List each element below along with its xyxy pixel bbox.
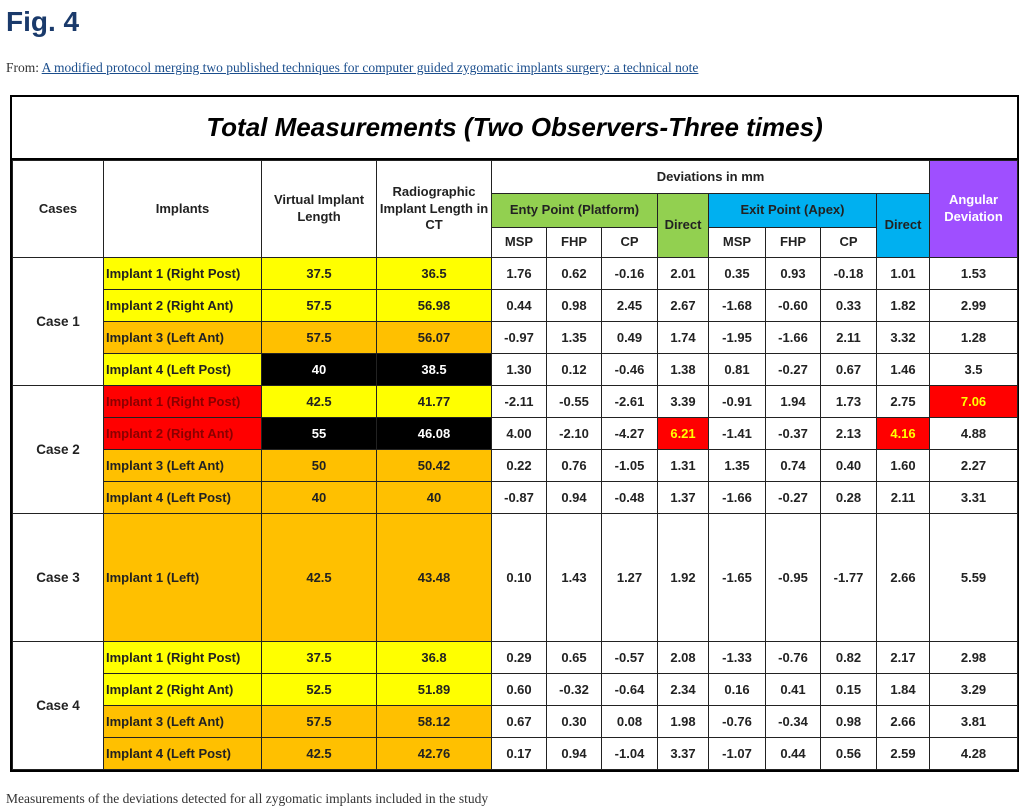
value-cell-x-direct: 2.59 xyxy=(877,738,930,770)
implant-name-cell: Implant 3 (Left Ant) xyxy=(104,706,262,738)
radiographic-length-cell: 43.48 xyxy=(377,514,492,642)
value-cell-angular: 7.06 xyxy=(930,386,1018,418)
value-cell-x-msp: 0.81 xyxy=(709,354,766,386)
radiographic-length-cell: 36.8 xyxy=(377,642,492,674)
value-cell-x-direct: 1.01 xyxy=(877,258,930,290)
value-cell-e-cp: -0.16 xyxy=(602,258,658,290)
value-cell-x-fhp: -0.37 xyxy=(766,418,821,450)
value-cell-e-fhp: -2.10 xyxy=(547,418,602,450)
implant-name-cell: Implant 4 (Left Post) xyxy=(104,482,262,514)
value-cell-x-direct: 3.32 xyxy=(877,322,930,354)
radiographic-length-cell: 51.89 xyxy=(377,674,492,706)
value-cell-e-direct: 2.08 xyxy=(658,642,709,674)
value-cell-e-fhp: -0.32 xyxy=(547,674,602,706)
virtual-length-cell: 52.5 xyxy=(262,674,377,706)
case-label: Case 1 xyxy=(13,258,104,386)
value-cell-x-fhp: -0.76 xyxy=(766,642,821,674)
value-cell-e-msp: -2.11 xyxy=(492,386,547,418)
value-cell-x-direct: 1.60 xyxy=(877,450,930,482)
value-cell-x-fhp: 0.41 xyxy=(766,674,821,706)
value-cell-x-fhp: -1.66 xyxy=(766,322,821,354)
value-cell-x-cp: -1.77 xyxy=(821,514,877,642)
header-radiographic-length: Radiographic Implant Length in CT xyxy=(377,161,492,258)
value-cell-x-fhp: 0.93 xyxy=(766,258,821,290)
value-cell-x-msp: -0.91 xyxy=(709,386,766,418)
value-cell-e-direct: 2.34 xyxy=(658,674,709,706)
table-row xyxy=(13,482,1018,514)
value-cell-angular: 3.31 xyxy=(930,482,1018,514)
header-entry-cp: CP xyxy=(602,228,658,258)
value-cell-x-msp: -1.65 xyxy=(709,514,766,642)
header-angular-deviation: Angular Deviation xyxy=(930,161,1018,258)
value-cell-e-cp: -0.64 xyxy=(602,674,658,706)
value-cell-e-msp: 4.00 xyxy=(492,418,547,450)
value-cell-e-cp: -0.48 xyxy=(602,482,658,514)
value-cell-x-cp: 0.56 xyxy=(821,738,877,770)
value-cell-e-direct: 6.21 xyxy=(658,418,709,450)
value-cell-x-direct: 4.16 xyxy=(877,418,930,450)
value-cell-e-cp: -0.57 xyxy=(602,642,658,674)
radiographic-length-cell: 40 xyxy=(377,482,492,514)
value-cell-e-fhp: 1.43 xyxy=(547,514,602,642)
value-cell-e-fhp: 0.30 xyxy=(547,706,602,738)
header-implants: Implants xyxy=(104,161,262,258)
value-cell-x-msp: -1.66 xyxy=(709,482,766,514)
value-cell-x-fhp: 1.94 xyxy=(766,386,821,418)
header-exit-point: Exit Point (Apex) xyxy=(709,194,877,228)
virtual-length-cell: 42.5 xyxy=(262,386,377,418)
value-cell-e-cp: 2.45 xyxy=(602,290,658,322)
table-row xyxy=(13,450,1018,482)
figure-title: Fig. 4 xyxy=(6,6,80,37)
source-line xyxy=(6,60,698,76)
value-cell-x-cp: 2.13 xyxy=(821,418,877,450)
value-cell-e-direct: 2.01 xyxy=(658,258,709,290)
value-cell-x-cp: 0.67 xyxy=(821,354,877,386)
radiographic-length-cell: 36.5 xyxy=(377,258,492,290)
value-cell-e-direct: 2.67 xyxy=(658,290,709,322)
value-cell-x-cp: 1.73 xyxy=(821,386,877,418)
implant-name-cell: Implant 3 (Left Ant) xyxy=(104,322,262,354)
value-cell-x-msp: -1.68 xyxy=(709,290,766,322)
case-label: Case 2 xyxy=(13,386,104,514)
implant-name-cell: Implant 4 (Left Post) xyxy=(104,354,262,386)
table-row xyxy=(13,258,1018,290)
value-cell-e-cp: -0.46 xyxy=(602,354,658,386)
value-cell-x-msp: -1.07 xyxy=(709,738,766,770)
case-label: Case 4 xyxy=(13,642,104,770)
table-row xyxy=(13,642,1018,674)
value-cell-e-fhp: 0.94 xyxy=(547,738,602,770)
measurements-table-image xyxy=(10,95,1019,772)
value-cell-x-direct: 2.66 xyxy=(877,706,930,738)
virtual-length-cell: 40 xyxy=(262,482,377,514)
value-cell-e-fhp: 0.94 xyxy=(547,482,602,514)
value-cell-angular: 3.81 xyxy=(930,706,1018,738)
implant-name-cell: Implant 1 (Left) xyxy=(104,514,262,642)
table-row xyxy=(13,322,1018,354)
value-cell-e-msp: 0.60 xyxy=(492,674,547,706)
value-cell-e-msp: 0.44 xyxy=(492,290,547,322)
value-cell-angular: 4.28 xyxy=(930,738,1018,770)
value-cell-x-fhp: -0.27 xyxy=(766,482,821,514)
value-cell-e-cp: 0.08 xyxy=(602,706,658,738)
table-row xyxy=(13,386,1018,418)
value-cell-x-fhp: -0.27 xyxy=(766,354,821,386)
radiographic-length-cell: 42.76 xyxy=(377,738,492,770)
radiographic-length-cell: 50.42 xyxy=(377,450,492,482)
implant-name-cell: Implant 1 (Right Post) xyxy=(104,642,262,674)
virtual-length-cell: 50 xyxy=(262,450,377,482)
value-cell-e-cp: -4.27 xyxy=(602,418,658,450)
value-cell-e-msp: -0.87 xyxy=(492,482,547,514)
value-cell-angular: 5.59 xyxy=(930,514,1018,642)
value-cell-x-cp: 0.82 xyxy=(821,642,877,674)
virtual-length-cell: 55 xyxy=(262,418,377,450)
value-cell-x-fhp: -0.34 xyxy=(766,706,821,738)
virtual-length-cell: 57.5 xyxy=(262,322,377,354)
table-row xyxy=(13,514,1018,642)
value-cell-e-direct: 1.74 xyxy=(658,322,709,354)
value-cell-x-cp: 0.28 xyxy=(821,482,877,514)
value-cell-e-fhp: 0.65 xyxy=(547,642,602,674)
radiographic-length-cell: 38.5 xyxy=(377,354,492,386)
value-cell-e-direct: 1.92 xyxy=(658,514,709,642)
case-label: Case 3 xyxy=(13,514,104,642)
value-cell-x-direct: 1.82 xyxy=(877,290,930,322)
radiographic-length-cell: 41.77 xyxy=(377,386,492,418)
implant-name-cell: Implant 3 (Left Ant) xyxy=(104,450,262,482)
implant-name-cell: Implant 2 (Right Ant) xyxy=(104,290,262,322)
from-prefix: From: xyxy=(6,60,40,75)
header-exit-direct: Direct xyxy=(877,194,930,258)
virtual-length-cell: 37.5 xyxy=(262,642,377,674)
header-entry-direct: Direct xyxy=(658,194,709,258)
table-row xyxy=(13,738,1018,770)
implant-name-cell: Implant 1 (Right Post) xyxy=(104,386,262,418)
value-cell-e-msp: 1.30 xyxy=(492,354,547,386)
value-cell-angular: 3.5 xyxy=(930,354,1018,386)
header-entry-msp: MSP xyxy=(492,228,547,258)
value-cell-x-direct: 2.75 xyxy=(877,386,930,418)
value-cell-x-fhp: -0.95 xyxy=(766,514,821,642)
value-cell-e-msp: 0.22 xyxy=(492,450,547,482)
value-cell-e-msp: 0.67 xyxy=(492,706,547,738)
value-cell-x-direct: 2.17 xyxy=(877,642,930,674)
header-exit-fhp: FHP xyxy=(766,228,821,258)
value-cell-x-cp: 2.11 xyxy=(821,322,877,354)
header-exit-cp: CP xyxy=(821,228,877,258)
value-cell-e-fhp: 0.12 xyxy=(547,354,602,386)
virtual-length-cell: 42.5 xyxy=(262,514,377,642)
value-cell-e-msp: 0.17 xyxy=(492,738,547,770)
header-cases: Cases xyxy=(13,161,104,258)
value-cell-e-cp: -2.61 xyxy=(602,386,658,418)
value-cell-x-msp: -1.95 xyxy=(709,322,766,354)
value-cell-x-direct: 2.66 xyxy=(877,514,930,642)
table-row xyxy=(13,354,1018,386)
table-row xyxy=(13,706,1018,738)
radiographic-length-cell: 46.08 xyxy=(377,418,492,450)
table-row xyxy=(13,418,1018,450)
source-article-link[interactable]: A modified protocol merging two published techniques for computer guided zygomatic implants surgery: a technical note xyxy=(41,60,699,75)
value-cell-angular: 2.98 xyxy=(930,642,1018,674)
value-cell-angular: 1.28 xyxy=(930,322,1018,354)
value-cell-x-direct: 1.84 xyxy=(877,674,930,706)
value-cell-e-direct: 1.38 xyxy=(658,354,709,386)
value-cell-angular: 2.27 xyxy=(930,450,1018,482)
implant-name-cell: Implant 4 (Left Post) xyxy=(104,738,262,770)
value-cell-e-cp: -1.04 xyxy=(602,738,658,770)
value-cell-x-cp: 0.40 xyxy=(821,450,877,482)
radiographic-length-cell: 56.07 xyxy=(377,322,492,354)
header-entry-point: Enty Point (Platform) xyxy=(492,194,658,228)
value-cell-e-direct: 1.98 xyxy=(658,706,709,738)
value-cell-x-direct: 1.46 xyxy=(877,354,930,386)
virtual-length-cell: 57.5 xyxy=(262,706,377,738)
figure-caption: Measurements of the deviations detected for all zygomatic implants included in the study xyxy=(6,791,489,806)
value-cell-e-fhp: -0.55 xyxy=(547,386,602,418)
value-cell-e-fhp: 0.62 xyxy=(547,258,602,290)
value-cell-angular: 4.88 xyxy=(930,418,1018,450)
value-cell-x-cp: 0.98 xyxy=(821,706,877,738)
value-cell-x-msp: -1.41 xyxy=(709,418,766,450)
radiographic-length-cell: 58.12 xyxy=(377,706,492,738)
value-cell-e-msp: 0.10 xyxy=(492,514,547,642)
value-cell-x-direct: 2.11 xyxy=(877,482,930,514)
value-cell-e-cp: 0.49 xyxy=(602,322,658,354)
value-cell-e-fhp: 1.35 xyxy=(547,322,602,354)
implant-name-cell: Implant 2 (Right Ant) xyxy=(104,674,262,706)
implant-name-cell: Implant 1 (Right Post) xyxy=(104,258,262,290)
table-title: Total Measurements (Two Observers-Three times) xyxy=(12,97,1017,160)
value-cell-e-fhp: 0.98 xyxy=(547,290,602,322)
value-cell-x-cp: 0.15 xyxy=(821,674,877,706)
implant-name-cell: Implant 2 (Right Ant) xyxy=(104,418,262,450)
value-cell-x-cp: 0.33 xyxy=(821,290,877,322)
table-row xyxy=(13,290,1018,322)
measurements-table xyxy=(12,160,1018,770)
virtual-length-cell: 57.5 xyxy=(262,290,377,322)
virtual-length-cell: 42.5 xyxy=(262,738,377,770)
value-cell-angular: 1.53 xyxy=(930,258,1018,290)
value-cell-e-fhp: 0.76 xyxy=(547,450,602,482)
value-cell-e-direct: 1.31 xyxy=(658,450,709,482)
value-cell-e-msp: 0.29 xyxy=(492,642,547,674)
header-entry-fhp: FHP xyxy=(547,228,602,258)
value-cell-angular: 2.99 xyxy=(930,290,1018,322)
value-cell-e-cp: -1.05 xyxy=(602,450,658,482)
value-cell-x-fhp: 0.44 xyxy=(766,738,821,770)
value-cell-e-direct: 1.37 xyxy=(658,482,709,514)
header-virtual-length: Virtual Implant Length xyxy=(262,161,377,258)
value-cell-x-msp: -0.76 xyxy=(709,706,766,738)
value-cell-e-msp: 1.76 xyxy=(492,258,547,290)
value-cell-e-direct: 3.39 xyxy=(658,386,709,418)
value-cell-x-msp: 0.16 xyxy=(709,674,766,706)
header-exit-msp: MSP xyxy=(709,228,766,258)
value-cell-x-msp: -1.33 xyxy=(709,642,766,674)
value-cell-x-msp: 1.35 xyxy=(709,450,766,482)
virtual-length-cell: 40 xyxy=(262,354,377,386)
value-cell-angular: 3.29 xyxy=(930,674,1018,706)
radiographic-length-cell: 56.98 xyxy=(377,290,492,322)
value-cell-e-direct: 3.37 xyxy=(658,738,709,770)
table-row xyxy=(13,674,1018,706)
value-cell-e-msp: -0.97 xyxy=(492,322,547,354)
value-cell-x-msp: 0.35 xyxy=(709,258,766,290)
value-cell-e-cp: 1.27 xyxy=(602,514,658,642)
value-cell-x-cp: -0.18 xyxy=(821,258,877,290)
value-cell-x-fhp: -0.60 xyxy=(766,290,821,322)
value-cell-x-fhp: 0.74 xyxy=(766,450,821,482)
header-deviations: Deviations in mm xyxy=(492,161,930,194)
virtual-length-cell: 37.5 xyxy=(262,258,377,290)
